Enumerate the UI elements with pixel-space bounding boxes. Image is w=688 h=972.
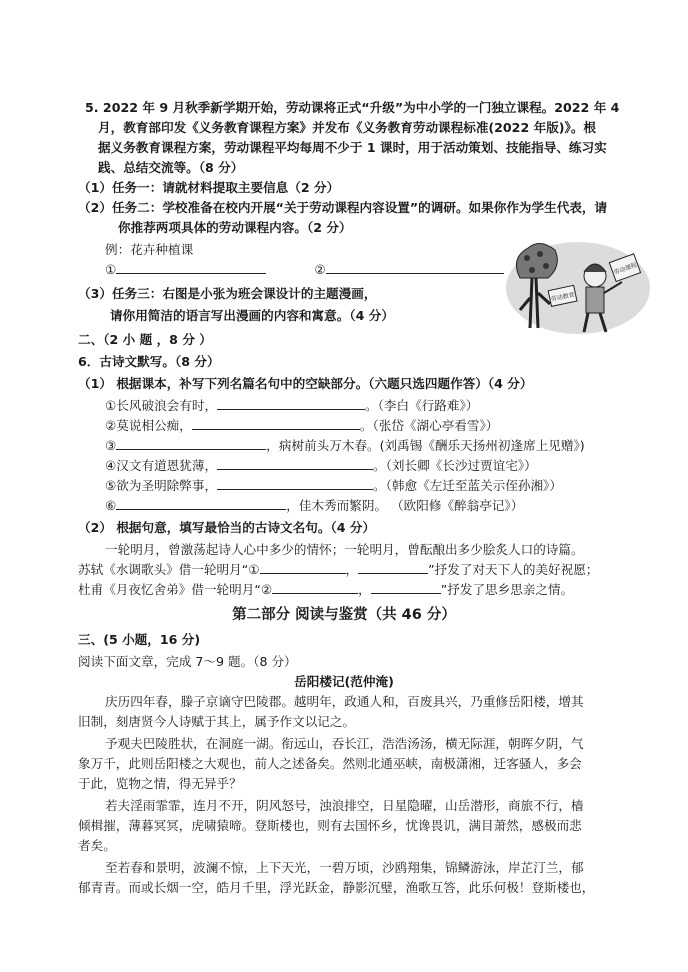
q5-line1: 5. 2022 年 9 月秋季新学期开始，劳动课将正式“升级”为中小学的一门独立课程。2022 年 4 [85, 100, 620, 115]
section3-header: 三、(5 小题，16 分) [78, 632, 201, 647]
cartoon-illustration [500, 238, 650, 336]
part2-line-sushi: 苏轼《水调歌头》借一轮明月“① ， ”抒发了对天下人的美好祝愿； [78, 562, 599, 577]
q5-task2-line2: 你推荐两项具体的劳动课程内容。（2 分） [118, 220, 352, 235]
q5-task3-line1: （3）任务三：右图是小张为班会课设计的主题漫画， [78, 286, 377, 301]
part2-context: 一轮明月，曾激荡起诗人心中多少的情怀；一轮明月，曾酝酿出多少脍炙人口的诗篇。 [105, 542, 584, 557]
passage-line: 旧制，刻唐贤今人诗赋于其上，属予作文以记之。 [78, 714, 356, 729]
q6-part2: （2） 根据句意，填写最恰当的古诗文名句。（4 分） [78, 520, 376, 535]
cartoon-sign-1: 劳动教育 [550, 291, 576, 304]
poem-blank-6[interactable] [116, 496, 286, 510]
q6-part1: （1） 根据课本，补写下列名篇名句中的空缺部分。（六题只选四题作答）（4 分） [78, 376, 533, 391]
q5-task2-line1: （2）任务二：学校准备在校内开展“关于劳动课程内容设置”的调研。如果你作为学生代表，请 [78, 200, 608, 215]
dufu-blank-1[interactable] [272, 580, 358, 594]
part-two-title: 第二部分 阅读与鉴赏（共 46 分） [232, 607, 456, 623]
q5-task1: （1）任务一：请就材料提取主要信息（2 分） [78, 180, 340, 195]
q5-example: 例：花卉种植课 [105, 242, 194, 257]
answer-blank-1[interactable] [116, 260, 266, 274]
part2-line-dufu: 杜甫《月夜忆舍弟》借一轮明月“② ， ”抒发了思乡思亲之情。 [78, 582, 574, 597]
poem-blank-5[interactable] [217, 476, 373, 490]
passage-line: 郁青青。而或长烟一空，皓月千里，浮光跃金，静影沉璧，渔歌互答，此乐何极！登斯楼也， [78, 880, 595, 895]
q5-task3-line2: 请你用简洁的语言写出漫画的内容和寓意。（4 分） [110, 308, 394, 323]
q5-answer-row [105, 260, 504, 279]
passage-line: 倾楫摧，薄暮冥冥，虎啸猿啼。登斯楼也，则有去国怀乡，忧谗畏讥，满目萧然，感极而悲 [78, 818, 582, 833]
poem-item-1: ①长风破浪会有时， 。（李白《行路难》） [105, 398, 479, 413]
poem-item-4: ④汉文有道恩犹薄， 。（刘长卿《长沙过贾谊宅》） [105, 458, 537, 473]
sushi-blank-1[interactable] [260, 560, 346, 574]
poem-item-6: ⑥ ，佳木秀而繁阴。 （欧阳修《醉翁亭记》） [105, 498, 524, 513]
poem-blank-2[interactable] [192, 416, 360, 430]
passage-line: 至若春和景明，波澜不惊，上下天光，一碧万顷，沙鸥翔集，锦鳞游泳，岸芷汀兰，郁 [105, 860, 584, 875]
poem-item-2: ②莫说相公痴， 。（张岱《湖心亭看雪》） [105, 418, 499, 433]
cartoon-sign-2: 劳动课程 [612, 261, 638, 277]
q5-line3: 据义务教育课程方案，劳动课程平均每周不少于 1 课时，用于活动策划、技能指导、练习实 [98, 140, 607, 155]
section2-header: 二、（2 小 题 ，8 分 ） [78, 332, 212, 347]
passage-line: 予观夫巴陵胜状，在洞庭一湖。衔远山，吞长江，浩浩汤汤，横无际涯，朝晖夕阴，气 [105, 736, 584, 751]
poem-blank-3[interactable] [116, 436, 266, 450]
passage-line: 若夫淫雨霏霏，连月不开，阴风怒号，浊浪排空，日星隐曜，山岳潜形，商旅不行，樯 [105, 798, 584, 813]
dufu-blank-2[interactable] [371, 580, 441, 594]
q5-line2: 月，教育部印发《义务教育课程方案》并发布《义务教育劳动课程标准(2022 年版)》。根 [98, 120, 597, 135]
passage-line: 象万千，此则岳阳楼之大观也，前人之述备矣。然则北通巫峡，南极潇湘，迁客骚人，多会 [78, 756, 582, 771]
poem-item-5: ⑤欲为圣明除弊事， 。（韩愈《左迁至蓝关示侄孙湘》） [105, 478, 562, 493]
poem-blank-4[interactable] [217, 456, 373, 470]
reading-intro: 阅读下面文章，完成 7～9 题。（8 分） [78, 654, 297, 669]
sushi-blank-2[interactable] [358, 560, 428, 574]
passage-title: 岳阳楼记(范仲淹) [294, 674, 394, 689]
passage-line: 庆历四年春，滕子京谪守巴陵郡。越明年，政通人和，百废具兴，乃重修岳阳楼，增其 [105, 694, 584, 709]
q5-line4: 践、总结交流等。（8 分） [98, 160, 244, 175]
blank1-label: ① [105, 262, 117, 277]
q6-title: 6．古诗文默写。（8 分） [78, 354, 220, 369]
poem-item-3: ③ ，病树前头万木春。(刘禹锡《酬乐天扬州初逢席上见赠》) [105, 438, 585, 453]
poem-blank-1[interactable] [217, 396, 365, 410]
answer-blank-2[interactable] [326, 260, 504, 274]
blank2-label: ② [314, 262, 326, 277]
passage-line: 于此，览物之情，得无异乎？ [78, 776, 242, 791]
passage-line: 者矣。 [78, 838, 116, 853]
